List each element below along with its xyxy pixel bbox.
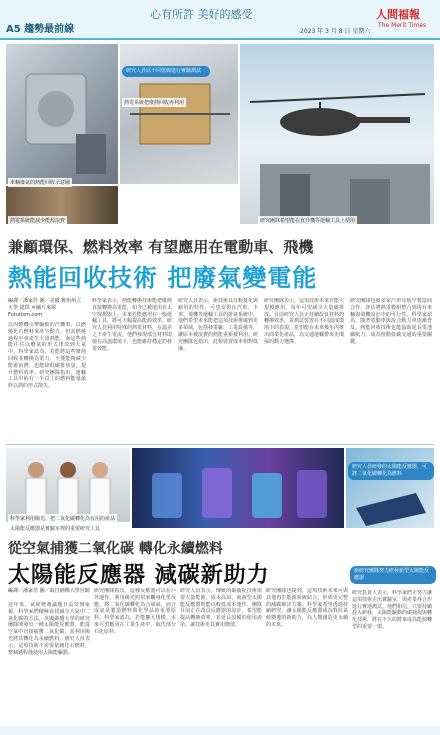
- article-column: 研究團隊也提到，這項技術未來可與其他再生能源系統結合，形成更完整的減碳解決方案。科學家希望透過持續研究，讓太陽能反應器成為對抗氣候變遷的新助力，為人類創造更永續的未來。: [266, 588, 348, 628]
- photo-caption: 車輛廢氣的熱能回收示意圖: [10, 180, 71, 186]
- photo-callout-bubble: 研究人員以不同射線進行實驗測試: [122, 66, 210, 77]
- photo-callout-bubble: 新研究團隊努力研發新型太陽能反應器: [350, 566, 436, 584]
- helicopter-icon: [240, 44, 434, 224]
- story-headline: 熱能回收技術 把廢氣變電能: [8, 264, 318, 292]
- solar-panel-icon: [346, 448, 434, 528]
- section-divider: [6, 444, 434, 445]
- thermal-device-photo: [120, 44, 238, 184]
- photo-callout-bubble: 研究人員研發的太陽能反應器，可將二氧化碳轉化為燃料: [348, 462, 434, 480]
- slogan: 心有所許 美好的感受: [150, 8, 253, 21]
- lab-equipment-icon: [6, 44, 118, 184]
- section-label: A5 趨勢最前線: [6, 24, 75, 35]
- story-kicker: 從空氣捕獲二氧化碳 轉化永續燃料: [8, 541, 223, 557]
- issue-date: 2023 年 3 月 8 日 星期六: [300, 28, 371, 35]
- photo-caption: 太陽能反應器是實驗室裡的重要研究工具: [10, 526, 101, 532]
- page-footer: [0, 726, 440, 735]
- story-byline: 編譯／潘家佳 圖／取自劍橋大學官網: [8, 588, 90, 594]
- article-column: 研究團隊指出，這種反應器可以在戶外運作，利用陽光照射來觸發化學反應，將二氧化碳轉化為合成氣，而合成氣是製造燃料與化學品的重要原料。科學家認為，若能擴大規模，未來可望應用在工業生產中，取代部分石化原料。: [94, 588, 176, 635]
- article-column: 研究人員表示，傳統的碳捕捉技術需要大量能源，成本高昂，而新型太陽能反應器則能以較低成本運作。團隊目前正在改良反應器的設計，希望能提高轉換效率，並延長設備的使用壽命，讓技術更具實用價值。: [180, 588, 262, 628]
- thermoelectric-module-icon: [120, 44, 238, 184]
- scientists-photo: [6, 448, 130, 522]
- solar-panel-photo: [346, 448, 434, 528]
- article-column: 研究負責人表示，科學家們正努力讓這項技術走出實驗室，與產業界合作進行實地測試。他們相信，只要持續投入研發，太陽能驅動的碳捕捉與轉化技術，將在不久的將來成為能源轉型的重要一環。: [352, 590, 432, 630]
- photo-caption: 熱電系統把廢熱回收再利用: [124, 100, 185, 106]
- article-column: 研究團隊也與多家汽車及航空製造商合作，評估將熱電模組整合到現有車輛與飛機設計中的可行性。科學家認為，隨著電動車與混合動力車逐漸普及，熱能回收技術也能協助延長電池續航力，成為推動低碳交通的重要關鍵。: [350, 298, 432, 345]
- article-column: 研究人員表示，新技術具有輕量化與耐用的特性，可望安裝在汽車、卡車、飛機等運輸工具的排氣系統中。他們希望未來能把這項技術推廣到更多領域，包括發電廠、工業設備等，讓原本被浪費的熱能重新被利用。研究團隊也指出，此類裝置成本相對低廉。: [178, 298, 258, 352]
- story-headline: 太陽能反應器 減碳新助力: [8, 563, 270, 588]
- newspaper-logo-sub: The Merit Times: [378, 22, 427, 29]
- photo-caption: 科學家利用陽光、把二氧化碳轉化為有用的產品: [10, 516, 116, 522]
- solar-reactor-icon: [132, 448, 344, 528]
- story-kicker: 兼顧環保、燃料效率 有望應用在電動車、飛機: [8, 238, 314, 256]
- article-column: 科學家表示，熱能轉換技術能把廢熱直接轉變為電能，如今已被運用在太空探測器上，未來若能應用在一般運輸工具，將可大幅提高能源效率。研究人員利用特殊的熱電材料，在溫差之下產生電流，他們發現部分材料即使在高溫環境下，也能維持穩定的發電效能。: [92, 298, 172, 352]
- article-column: 研究團隊表示，這項技術未來若能大規模應用，每年可望減少大量碳排放。目前研究人員正持續改良材料的轉換效率，並測試裝置在不同溫度環境下的表現，希望能在未來幾年內推出商業化產品，為交通運輸帶來更環保的動力選擇。: [264, 298, 344, 345]
- reactor-photo: [132, 448, 344, 528]
- lab-photo: [6, 44, 118, 184]
- photo-caption: 熱電系統能減少能源浪費: [10, 218, 66, 224]
- photo-caption: 研究團隊希望能在直升機等運輸工具上使用: [260, 218, 356, 224]
- scientists-icon: [6, 448, 130, 522]
- masthead: [0, 0, 440, 40]
- article-column: 近年來，氣候變遷議題日益受到重視，科學家們積極尋找減少大氣中二氧化碳的方法。英國劍橋大學的研究團隊開發出一種太陽能反應器，能從空氣中直接捕獲二氧化碳，並利用陽光將其轉化為永續燃料。研究人員表示，這項技術不需要依賴化石燃料，整個過程僅使用太陽能驅動。: [8, 602, 90, 656]
- helicopter-photo: [240, 44, 434, 224]
- newspaper-logo: 人間福報: [376, 8, 420, 21]
- article-column: 以內燃機引擎驅動的汽機車、以燃燒化石燃料來產生動力，但其燃燒過程中會產生大量熱能，而這些熱能往往以廢氣的形式排放到大氣中。科學家認為，若能將這些廢熱回收並轉換為電力，不僅能夠減少能源浪費，也能降低碳排放量，提升燃料效率。研究團隊指出，運輸工具中約有一半以上的燃料能量最終以熱的形式散失。: [8, 322, 86, 390]
- story-byline: 編譯／潘家佳 圖／美國 賓州州立大學 提供 ＊圖片來源Futurism.com: [8, 298, 82, 318]
